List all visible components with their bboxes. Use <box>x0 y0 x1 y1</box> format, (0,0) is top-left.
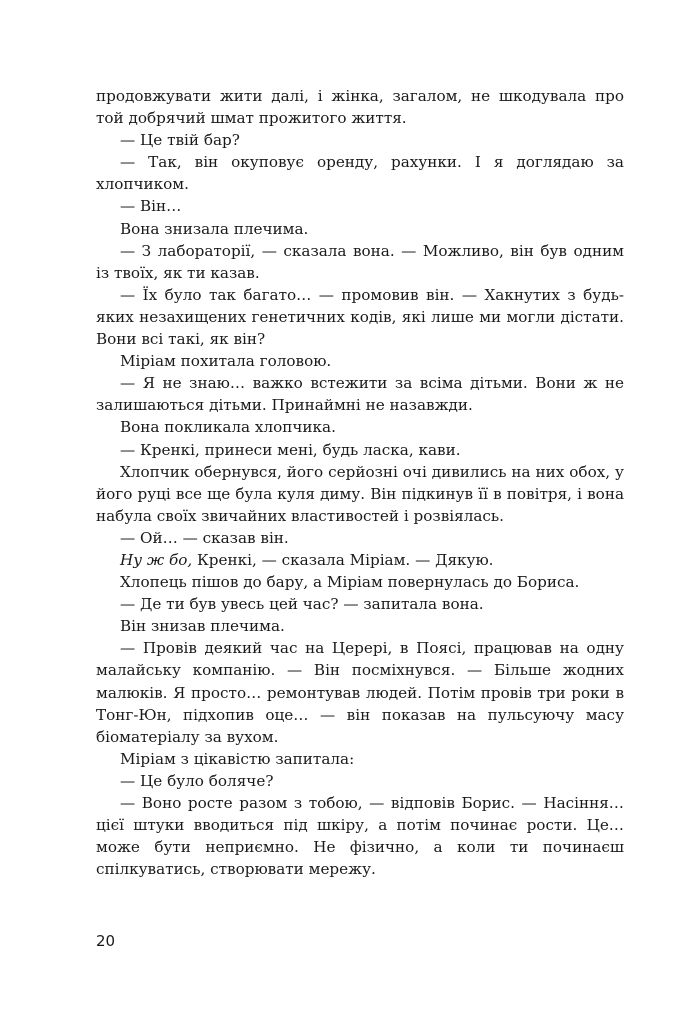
paragraph: Міріам з цікавістю запитала: <box>120 749 355 768</box>
paragraph: — Так, він окуповує оренду, рахунки. І я доглядаю за хлопчиком. <box>96 153 624 194</box>
paragraph: — Я не знаю… важко встежити за всіма дітьми. Вони ж не залишаються дітьми. Принаймні не назавжди. <box>96 374 624 415</box>
italic-phrase: Ну ж бо, <box>120 550 193 569</box>
paragraph: Вона покликала хлопчика. <box>120 418 336 437</box>
paragraph: — Воно росте разом з тобою, — відповів Борис. — Насіння… цієї штуки вводиться під шкіру, а потім починає рости. Це… може бути неприємно. Не фізично, а коли ти починаєш спілкуватись, створювати мережу. <box>96 794 624 879</box>
page-number: 20 <box>96 932 116 950</box>
paragraph: — Це було боляче? <box>120 771 274 790</box>
paragraph: Він знизав плечима. <box>120 617 285 636</box>
paragraph: — Це твій бар? <box>120 131 240 150</box>
paragraph: Вона знизала плечима. <box>120 219 309 238</box>
paragraph: Хлопчик обернувся, його серйозні очі дивились на них обох, у його руці все ще була куля диму. Він підкинув її в повітря, і вона набула своїх звичайних властивостей і розвіялась. <box>96 462 624 525</box>
paragraph: — Провів деякий час на Церері, в Поясі, працював на одну малайську компанію. — Він посміхнувся. — Більше жодних малюків. Я просто… ремонтував людей. Потім провів три роки в Тонг-Юн, підхопив оце… — він показав на пульсуючу масу біоматеріалу за вухом. <box>96 639 624 746</box>
paragraph: продовжувати жити далі, і жінка, загалом, не шкодувала про той добрячий шмат прожитого життя. <box>96 87 624 128</box>
paragraph: — Кренкі, принеси мені, будь ласка, кави. <box>120 440 461 459</box>
paragraph: — Де ти був увесь цей час? — запитала вона. <box>120 595 484 614</box>
paragraph: — Їх було так багато… — промовив він. — Хакнутих з будь-яких незахищених генетичних кодів, які лише ми могли дістати. Вони всі такі, як він? <box>96 285 624 349</box>
paragraph <box>96 549 624 571</box>
paragraph: — Він… <box>120 197 182 216</box>
paragraph: — З лабораторії, — сказала вона. — Можливо, він був одним із твоїх, як ти казав. <box>96 241 624 282</box>
paragraph-rest: Кренкі, — сказала Міріам. — Дякую. <box>192 550 494 569</box>
body-text <box>96 85 624 880</box>
paragraph: — Ой… — сказав він. <box>120 528 289 547</box>
paragraph: Міріам похитала головою. <box>120 352 332 371</box>
paragraph: Хлопець пішов до бару, а Міріам повернулась до Бориса. <box>120 573 580 592</box>
